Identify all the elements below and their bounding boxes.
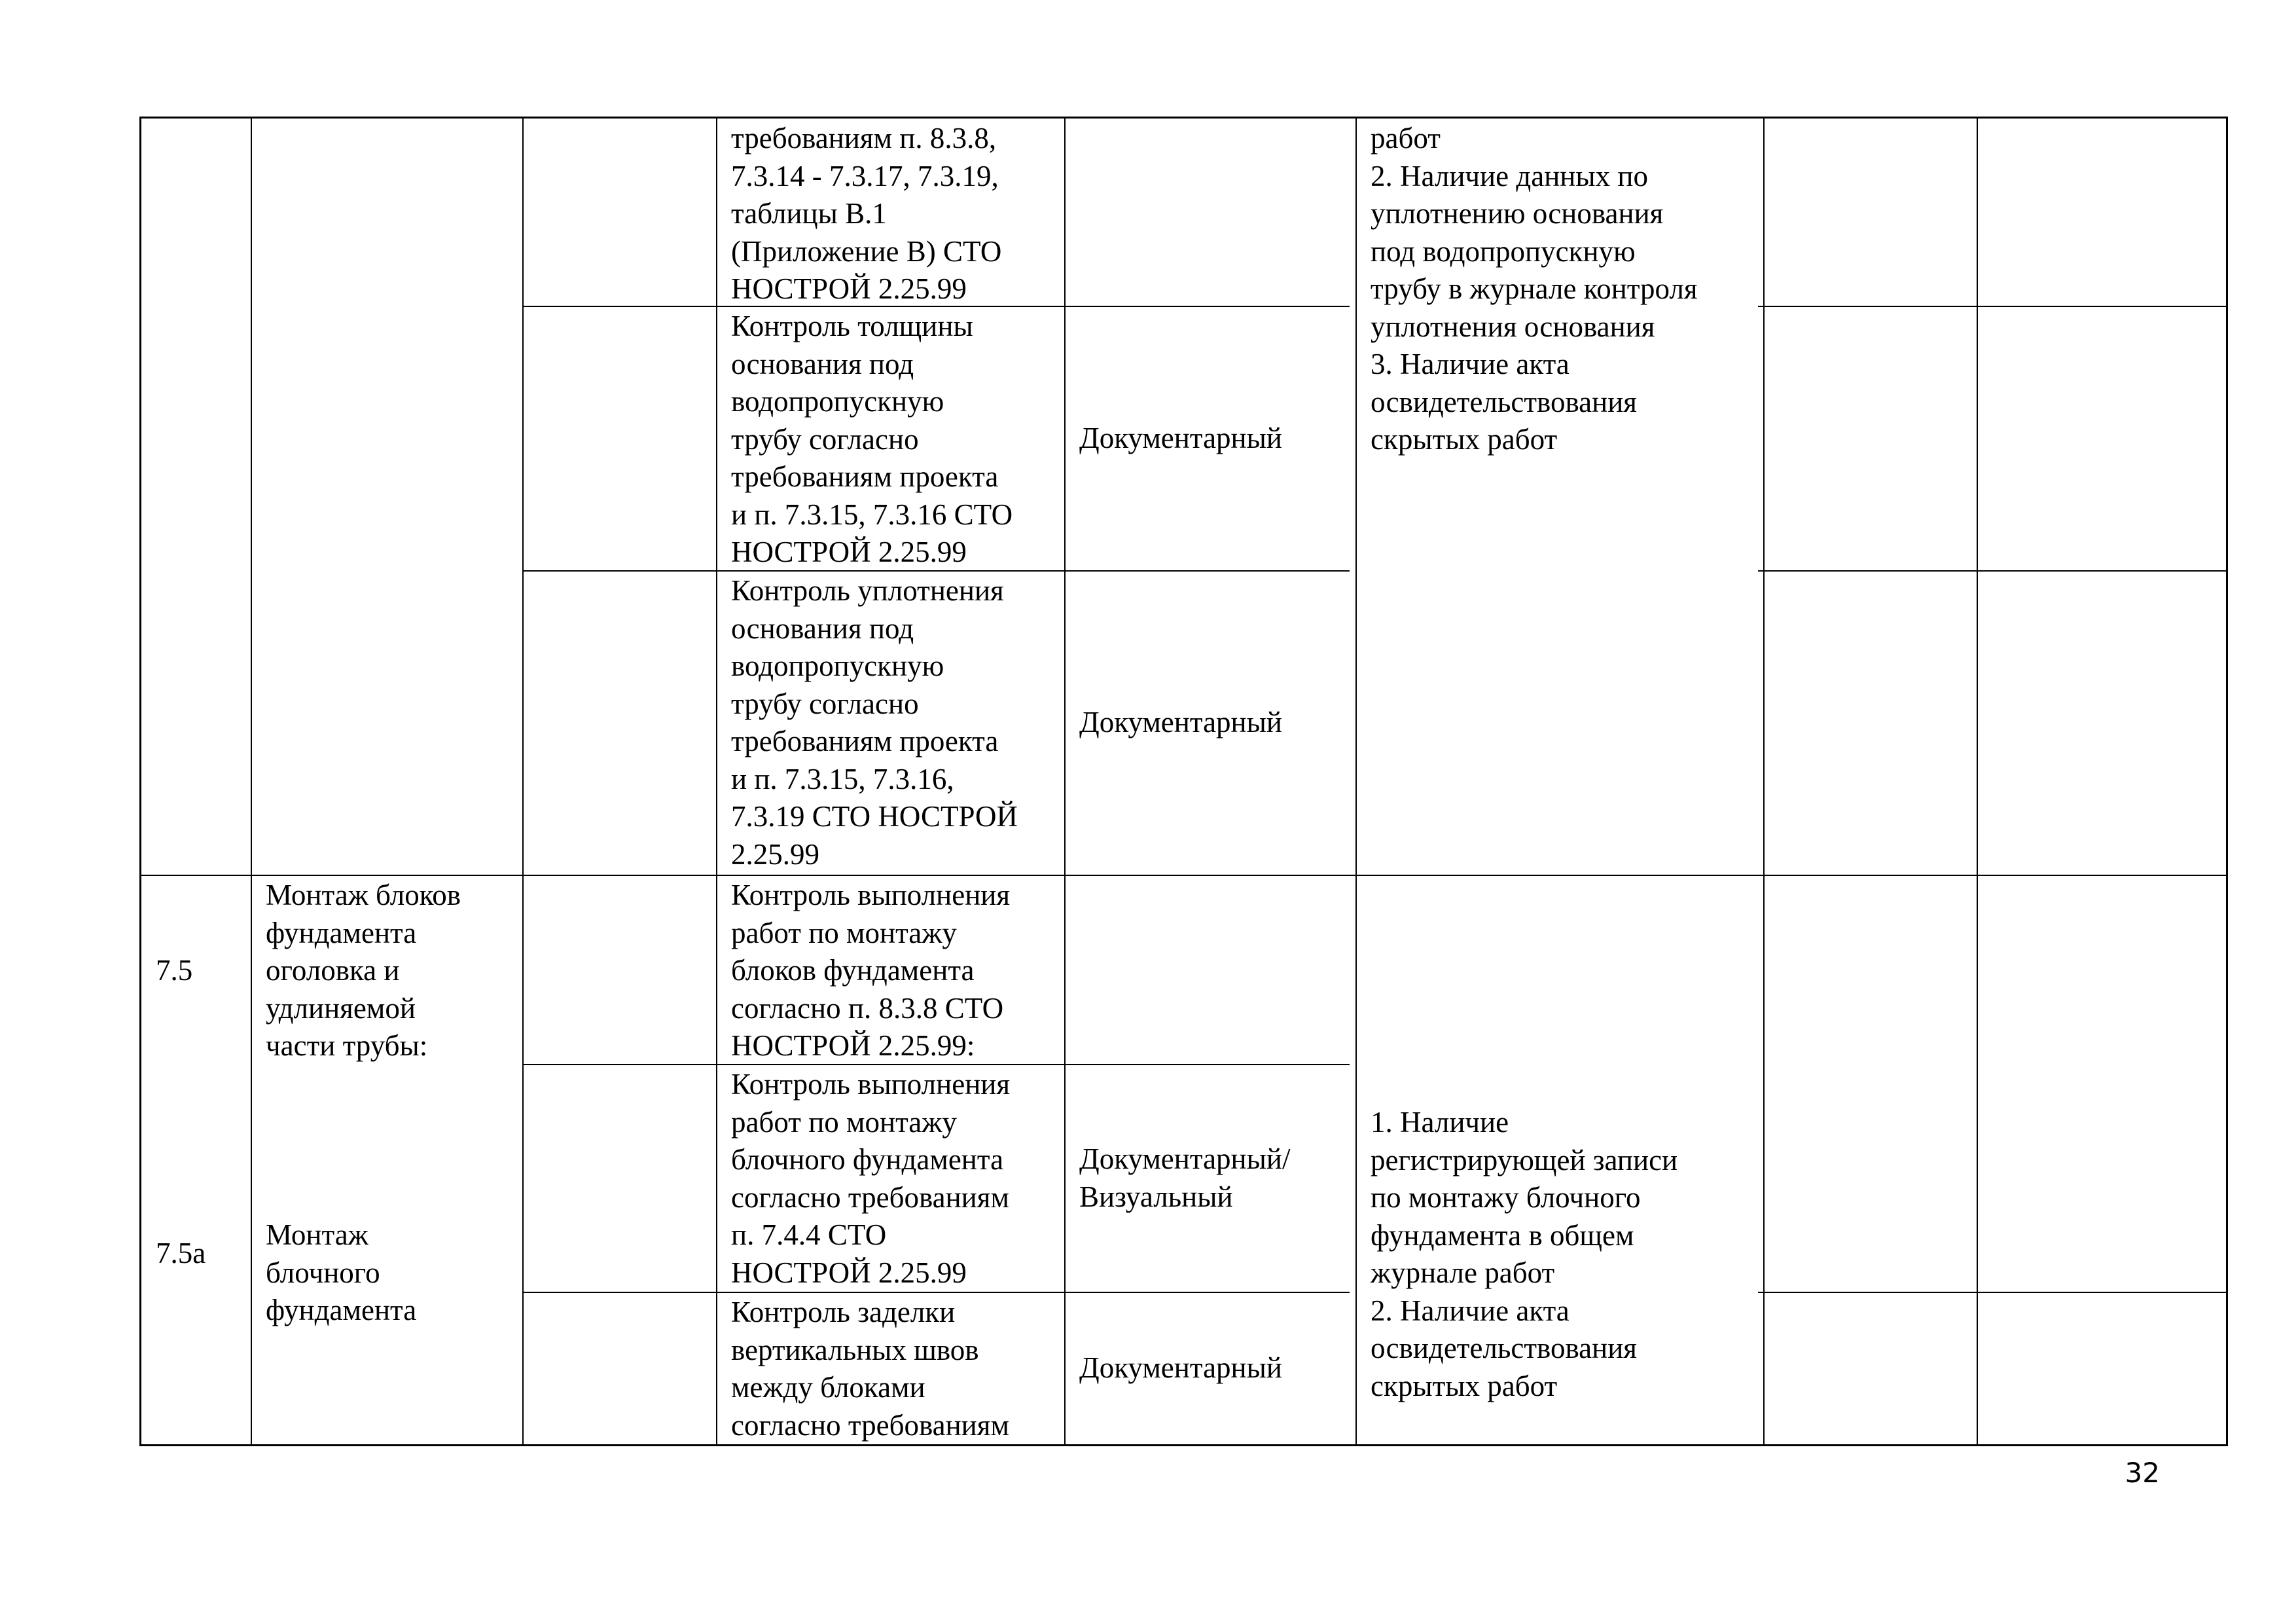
control-procedure-cell: Контроль выполнения работ по монтажу блоков фундамента согласно п. 8.3.8 СТО НОСТРОЙ 2.25.99: bbox=[731, 879, 1011, 1062]
table-border-bottom bbox=[139, 1444, 2228, 1446]
control-method-cell: Документарный bbox=[1079, 1351, 1282, 1385]
column-divider bbox=[1763, 117, 1765, 1446]
column-divider bbox=[716, 117, 717, 1446]
column-divider bbox=[1977, 117, 1978, 1446]
item-number: 7.5 bbox=[156, 954, 193, 987]
page-number: 32 bbox=[2125, 1457, 2160, 1489]
work-stage-cell: Монтаж блоков фундамента оголовка и удлиняемой части трубы: bbox=[266, 879, 461, 1062]
row-divider bbox=[1758, 570, 2228, 572]
table-border-left bbox=[139, 117, 141, 1446]
row-divider bbox=[523, 1292, 1350, 1293]
item-number: 7.5а bbox=[156, 1237, 206, 1269]
table-border-top bbox=[139, 117, 2228, 119]
verification-documents-cell: 1. Наличие регистрирующей записи по монтажу блочного фундамента в общем журнале работ 2. Наличие акта освидетельствования скрытых работ bbox=[1371, 1106, 1678, 1402]
control-method-cell: Документарный/ Визуальный bbox=[1079, 1142, 1291, 1213]
control-procedure-cell: Контроль толщины основания под водопропускную трубу согласно требованиям проекта и п. 7.3.15, 7.3.16 СТО НОСТРОЙ 2.25.99 bbox=[731, 310, 1013, 568]
section-divider bbox=[139, 875, 2228, 876]
table-border-right bbox=[2226, 117, 2228, 1446]
control-procedure-cell: Контроль выполнения работ по монтажу блочного фундамента согласно требованиям п. 7.4.4 СТО НОСТРОЙ 2.25.99 bbox=[731, 1068, 1011, 1289]
control-method-cell: Документарный bbox=[1079, 422, 1282, 455]
column-divider bbox=[1064, 117, 1066, 1446]
verification-documents-cell: работ 2. Наличие данных по уплотнению основания под водопропускную трубу в журнале контроля уплотнения основания 3. Наличие акта освидетельствования скрытых работ bbox=[1371, 122, 1698, 456]
column-divider bbox=[251, 117, 252, 1446]
work-stage-cell: Монтаж блочного фундамента bbox=[266, 1218, 417, 1326]
column-divider bbox=[1355, 117, 1357, 1446]
control-procedure-cell: требованиям п. 8.3.8, 7.3.14 - 7.3.17, 7.3.19, таблицы В.1 (Приложение В) СТО НОСТРОЙ 2.25.99 bbox=[731, 122, 1002, 305]
control-procedure-cell: Контроль заделки вертикальных швов между блоками согласно требованиям bbox=[731, 1296, 1009, 1442]
control-procedure-cell: Контроль уплотнения основания под водопропускную трубу согласно требованиям проекта и п. 7.3.15, 7.3.16, 7.3.19 СТО НОСТРОЙ 2.25.99 bbox=[731, 574, 1018, 871]
column-divider bbox=[522, 117, 524, 1446]
row-divider bbox=[1758, 1292, 2228, 1293]
row-divider bbox=[1758, 306, 2228, 307]
control-method-cell: Документарный bbox=[1079, 706, 1282, 739]
